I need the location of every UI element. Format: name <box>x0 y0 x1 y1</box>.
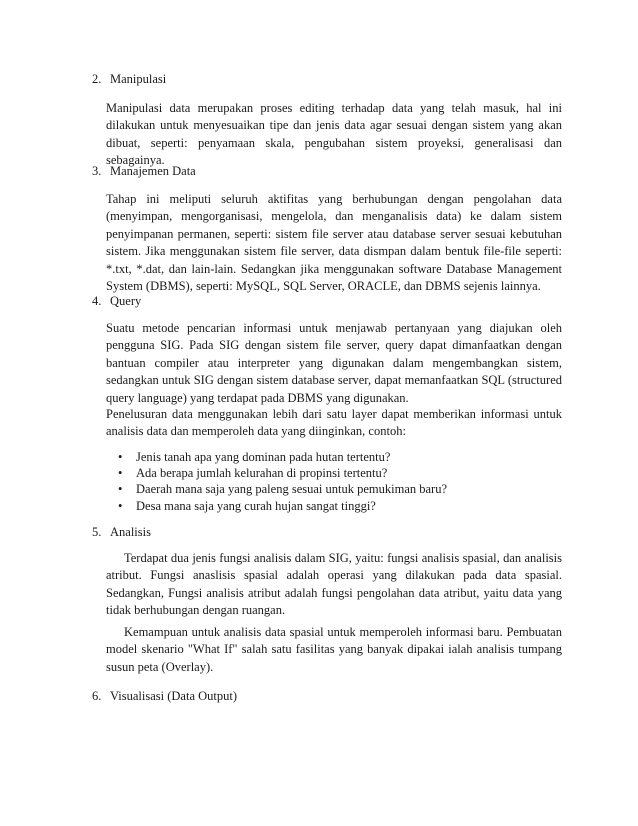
paragraph-analisis-jenis: Terdapat dua jenis fungsi analisis dalam SIG, yaitu: fungsi analisis spasial, dan analisis atribut. Fungsi anaslisis spasial adalah operasi yang dilakukan pada data spasial. Sedangkan, Fungsi analisis atribut adalah fungsi pengolahan data atribut, yaitu data yang tidak berhubungan dengan ruangan. <box>106 551 562 618</box>
section-number: 4. <box>92 294 102 308</box>
paragraph-manajemen-data: Tahap ini meliputi seluruh aktifitas yang berhubungan dengan pengolahan data (menyimpan, mengorganisasi, mengelola, dan menganalisis data) ke dalam sistem penyimpanan permanen, seperti: sistem file server atau database server sesuai kebutuhan sistem. Jika menggunakan sistem file server, data dismpan dalam bentuk file-file seperti: *.txt, *.dat, dan lain-lain. Sedangkan jika menggunakan software Database Management System (DBMS), seperti: MySQL, SQL Server, ORACLE, dan DBMS sejenis lainnya. <box>106 192 562 294</box>
list-item <box>118 449 447 465</box>
paragraph-query: Suatu metode pencarian informasi untuk menjawab pertanyaan yang diajukan oleh pengguna SIG. Pada SIG dengan sistem file server, query dapat dimanfaatkan dengan bantuan compiler atau interpreter yang digunakan dalam mengembangkan sistem, sedangkan untuk SIG dengan sistem database server, dapat memanfaatkan SQL (structured query language) yang terdapat pada DBMS yang digunakan. <box>106 321 562 405</box>
bullet-icon: • <box>118 498 123 513</box>
paragraph-penelusuran: Penelusuran data menggunakan lebih dari satu layer dapat memberikan informasi untuk analisis data dan memperoleh data yang diinginkan, contoh: <box>106 407 562 439</box>
section-heading-analisis <box>92 525 151 540</box>
list-item-text: Ada berapa jumlah kelurahan di propinsi tertentu? <box>136 466 388 481</box>
section-heading-manajemen-data <box>92 164 196 179</box>
section-number: 2. <box>92 72 102 86</box>
list-item-text: Desa mana saja yang curah hujan sangat tinggi? <box>136 498 376 513</box>
list-item <box>118 465 447 481</box>
paragraph-analisis-kemampuan: Kemampuan untuk analisis data spasial untuk memperoleh informasi baru. Pembuatan model skenario "What If" salah satu fasilitas yang banyak dipakai ialah analisis tumpang susun peta (Overlay). <box>106 625 562 674</box>
bullet-icon: • <box>118 450 123 464</box>
section-heading-query <box>92 294 141 309</box>
section-heading-manipulasi <box>92 72 166 87</box>
section-title: Query <box>110 294 142 308</box>
paragraph-manipulasi: Manipulasi data merupakan proses editing terhadap data yang telah masuk, hal ini dilakukan untuk menyesuaikan tipe dan jenis data agar sesuai dengan sistem yang akan dibuat, seperti: penyamaan skala, pengubahan sistem proyeksi, generalisasi dan sebagainya. <box>106 101 562 168</box>
list-item <box>118 498 447 514</box>
section-number: 5. <box>92 525 102 539</box>
bullet-list <box>118 449 447 514</box>
list-item <box>118 481 447 497</box>
section-number: 3. <box>92 164 102 178</box>
section-title: Manajemen Data <box>110 164 196 178</box>
section-title: Visualisasi (Data Output) <box>110 689 238 703</box>
section-number: 6. <box>92 689 102 703</box>
bullet-icon: • <box>118 482 123 497</box>
section-heading-visualisasi <box>92 689 237 704</box>
section-title: Manipulasi <box>110 72 167 86</box>
list-item-text: Jenis tanah apa yang dominan pada hutan tertentu? <box>136 450 391 464</box>
section-title: Analisis <box>110 525 151 539</box>
list-item-text: Daerah mana saja yang paleng sesuai untuk pemukiman baru? <box>136 482 447 497</box>
bullet-icon: • <box>118 466 123 481</box>
